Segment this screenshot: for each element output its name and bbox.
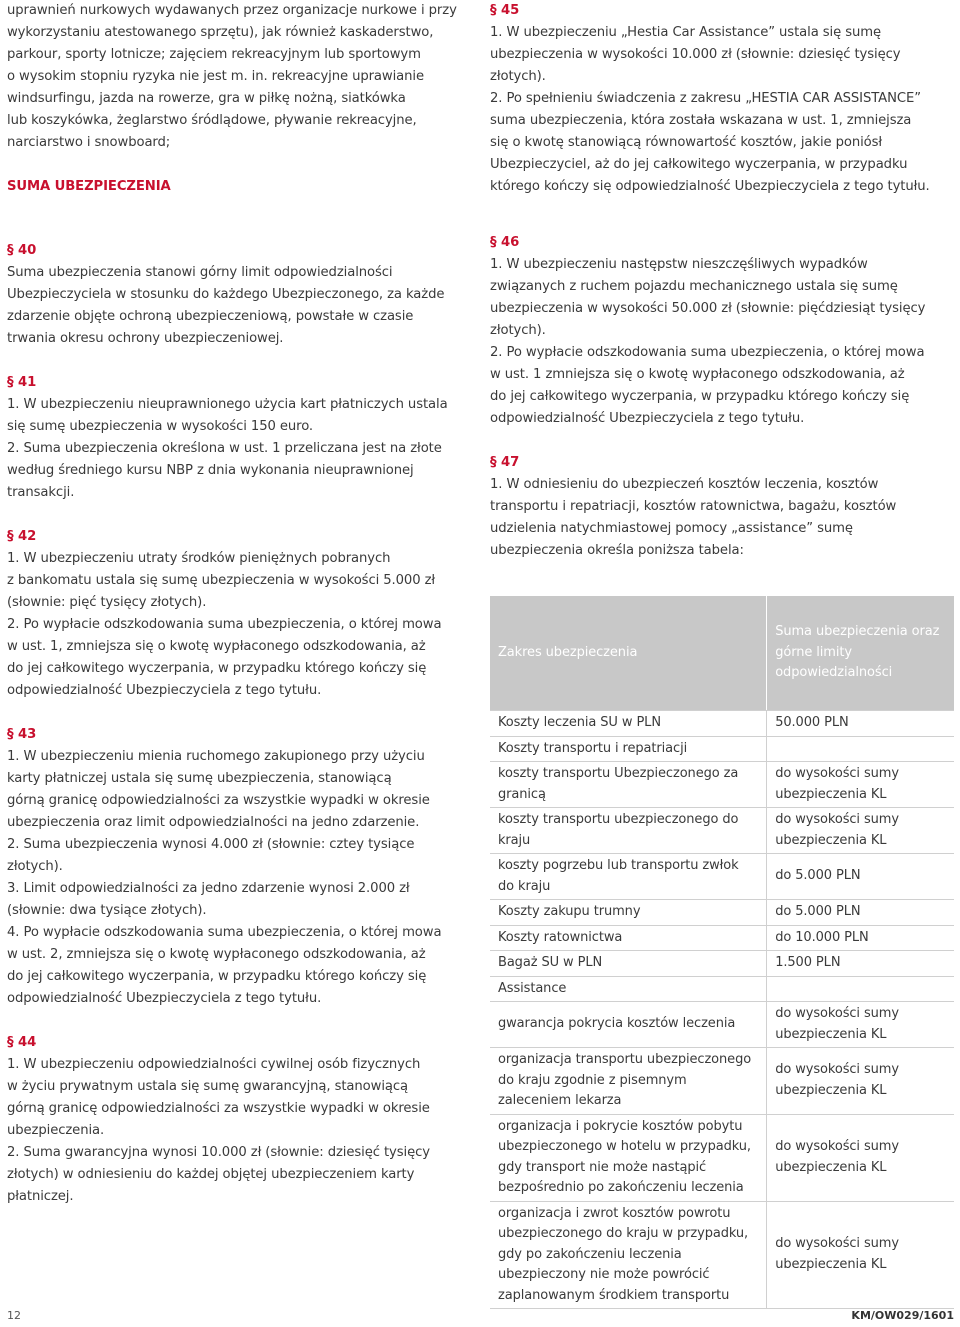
table-row [490, 900, 954, 926]
right-column [490, 0, 955, 1309]
text-line: 1. W odniesieniu do ubezpieczeń kosztów leczenia, kosztów [490, 477, 879, 492]
table-cell-limit: do wysokości sumy ubezpieczenia KL [767, 1201, 954, 1309]
text-line: 3. Limit odpowiedzialności za jedno zdarzenie wynosi 2.000 zł [7, 881, 410, 896]
text-line: karty płatniczej ustala się sumę ubezpieczenia, stanowiącą [7, 771, 392, 786]
text-line: Suma ubezpieczenia stanowi górny limit odpowiedzialności [7, 265, 393, 280]
table-row [490, 925, 954, 951]
table-cell-limit: do 10.000 PLN [767, 925, 954, 951]
text-line: odpowiedzialność Ubezpieczyciela z tego tytułu. [490, 411, 805, 426]
text-line: się o kwotę stanowiącą równowartość kosztów, jakie poniósł [490, 135, 883, 150]
paragraph-40 [7, 240, 472, 350]
text-line: w ust. 2, zmniejsza się o kwotę wypłaconego odszkodowania, aż [7, 947, 426, 962]
text-line: w życiu prywatnym ustala się sumę gwarancyjną, stanowiącą [7, 1079, 408, 1094]
text-line: ubezpieczenia oraz limit odpowiedzialności na jedno zdarzenie. [7, 815, 420, 830]
section-number: § 47 [490, 455, 520, 470]
text-line: wykorzystaniu atestowanego sprzętu), jak również kaskaderstwo, [7, 25, 434, 40]
document-code: KM/OW029/1601 [851, 1309, 954, 1322]
paragraph-45 [490, 0, 955, 198]
text-line: 1. W ubezpieczeniu mienia ruchomego zakupionego przy użyciu [7, 749, 425, 764]
paragraph-44 [7, 1032, 472, 1208]
table-cell-limit: 1.500 PLN [767, 951, 954, 977]
section-heading: SUMA UBEZPIECZENIA [7, 179, 171, 194]
sum-insured-table [490, 596, 954, 1309]
text-line: 2. Po wypłacie odszkodowania suma ubezpieczenia, o której mowa [7, 617, 442, 632]
table-row [490, 711, 954, 737]
paragraph-47 [490, 452, 955, 562]
table-cell-scope: Bagaż SU w PLN [490, 951, 767, 977]
text-line: ubezpieczenia. [7, 1123, 105, 1138]
text-line: się sumę ubezpieczenia w wysokości 150 euro. [7, 419, 314, 434]
table-header-row [490, 596, 954, 711]
table-row [490, 736, 954, 762]
text-line: Ubezpieczyciel, aż do jej całkowitego wyczerpania, w przypadku [490, 157, 908, 172]
text-line: do jej całkowitego wyczerpania, w przypadku którego kończy się [7, 969, 427, 984]
text-line: o wysokim stopniu ryzyka nie jest m. in. rekreacyjne uprawianie [7, 69, 424, 84]
text-line: złotych). [490, 69, 546, 84]
text-line: 2. Po wypłacie odszkodowania suma ubezpieczenia, o której mowa [490, 345, 925, 360]
text-line: Ubezpieczyciela w stosunku do każdego Ubezpieczonego, za każde [7, 287, 445, 302]
text-line: 2. Suma ubezpieczenia określona w ust. 1 przeliczana jest na złote [7, 441, 442, 456]
section-number: § 44 [7, 1035, 37, 1050]
table-cell-scope: Assistance [490, 976, 767, 1002]
section-number: § 45 [490, 3, 520, 18]
table-cell-scope: organizacja i pokrycie kosztów pobytu ubezpieczonego w hotelu w przypadku, gdy transport nie może nastąpić bezpośrednio po zakończeniu leczenia [490, 1114, 767, 1201]
text-line: 1. W ubezpieczeniu utraty środków pieniężnych pobranych [7, 551, 391, 566]
text-line: (słownie: dwa tysiące złotych). [7, 903, 207, 918]
text-line: górną granicę odpowiedzialności za wszystkie wypadki w okresie [7, 1101, 430, 1116]
table-cell-limit [767, 976, 954, 1002]
text-line: narciarstwo i snowboard; [7, 135, 171, 150]
text-line: transportu i repatriacji, kosztów ratownictwa, bagażu, kosztów [490, 499, 897, 514]
table-cell-limit: do wysokości sumy ubezpieczenia KL [767, 1048, 954, 1115]
text-line: 2. Suma ubezpieczenia wynosi 4.000 zł (słownie: cztey tysiące [7, 837, 415, 852]
section-number: § 41 [7, 375, 37, 390]
text-line: 1. W ubezpieczeniu następstw nieszczęśliwych wypadków [490, 257, 868, 272]
text-line: złotych). [490, 323, 546, 338]
table-row [490, 976, 954, 1002]
intro-paragraph [7, 0, 472, 154]
text-line: płatniczej. [7, 1189, 74, 1204]
text-line: suma ubezpieczenia, która została wskazana w ust. 1, zmniejsza [490, 113, 912, 128]
text-line: odpowiedzialność Ubezpieczyciela z tego tytułu. [7, 683, 322, 698]
table-cell-limit: do wysokości sumy ubezpieczenia KL [767, 1114, 954, 1201]
table-cell-scope: gwarancja pokrycia kosztów leczenia [490, 1002, 767, 1048]
text-line: 4. Po wypłacie odszkodowania suma ubezpieczenia, o której mowa [7, 925, 442, 940]
section-number: § 43 [7, 727, 37, 742]
table-cell-limit: 50.000 PLN [767, 711, 954, 737]
text-line: windsurfingu, jazda na rowerze, gra w piłkę nożną, siatkówka [7, 91, 406, 106]
table-cell-limit: do wysokości sumy ubezpieczenia KL [767, 808, 954, 854]
text-line: w ust. 1 zmniejsza się o kwotę wypłaconego odszkodowania, aż [490, 367, 905, 382]
table-cell-scope: koszty transportu ubezpieczonego do kraju [490, 808, 767, 854]
text-line: górną granicę odpowiedzialności za wszystkie wypadki w okresie [7, 793, 430, 808]
text-line: którego kończy się odpowiedzialność Ubezpieczyciela z tego tytułu. [490, 179, 930, 194]
text-line: odpowiedzialność Ubezpieczyciela z tego tytułu. [7, 991, 322, 1006]
text-line: 2. Po spełnieniu świadczenia z zakresu „HESTIA CAR ASSISTANCE” [490, 91, 921, 106]
text-line: trwania okresu ochrony ubezpieczeniowej. [7, 331, 284, 346]
text-line: złotych). [7, 859, 63, 874]
text-line: uprawnień nurkowych wydawanych przez organizacje nurkowe i przy [7, 3, 457, 18]
table-row [490, 1114, 954, 1201]
table-cell-limit: do wysokości sumy ubezpieczenia KL [767, 762, 954, 808]
table-row [490, 1048, 954, 1115]
table-cell-scope: koszty pogrzebu lub transportu zwłok do kraju [490, 854, 767, 900]
table-cell-limit: do wysokości sumy ubezpieczenia KL [767, 1002, 954, 1048]
text-line: do jej całkowitego wyczerpania, w przypadku którego kończy się [7, 661, 427, 676]
table-row [490, 762, 954, 808]
table-cell-scope: Koszty zakupu trumny [490, 900, 767, 926]
table-cell-limit [767, 736, 954, 762]
text-line: 1. W ubezpieczeniu odpowiedzialności cywilnej osób fizycznych [7, 1057, 421, 1072]
paragraph-41 [7, 372, 472, 504]
table-cell-scope: organizacja i zwrot kosztów powrotu ubezpieczonego do kraju w przypadku, gdy po zakończeniu leczenia ubezpieczony nie może powrócić zaplanowanym środkiem transportu [490, 1201, 767, 1309]
text-line: 2. Suma gwarancyjna wynosi 10.000 zł (słownie: dziesięć tysięcy [7, 1145, 430, 1160]
text-line: z bankomatu ustala się sumę ubezpieczenia w wysokości 5.000 zł [7, 573, 436, 588]
table-row [490, 1201, 954, 1309]
paragraph-42 [7, 526, 472, 702]
text-line: według średniego kursu NBP z dnia wykonania nieuprawnionej [7, 463, 414, 478]
table-cell-scope: Koszty leczenia SU w PLN [490, 711, 767, 737]
text-line: ubezpieczenia w wysokości 50.000 zł (słownie: pięćdziesiąt tysięcy [490, 301, 926, 316]
table-cell-limit: do 5.000 PLN [767, 900, 954, 926]
table-cell-scope: organizacja transportu ubezpieczonego do kraju zgodnie z pisemnym zaleceniem lekarza [490, 1048, 767, 1115]
paragraph-43 [7, 724, 472, 1010]
text-line: ubezpieczenia w wysokości 10.000 zł (słownie: dziesięć tysięcy [490, 47, 901, 62]
text-line: 1. W ubezpieczeniu nieuprawnionego użycia kart płatniczych ustala [7, 397, 448, 412]
text-line: w ust. 1, zmniejsza się o kwotę wypłaconego odszkodowania, aż [7, 639, 426, 654]
text-line: związanych z ruchem pojazdu mechanicznego ustala się sumę [490, 279, 898, 294]
left-column [7, 0, 472, 1208]
text-line: udzielenia natychmiastowej pomocy „assistance” sumę [490, 521, 853, 536]
text-line: złotych) w odniesieniu do każdej objętej ubezpieczeniem karty [7, 1167, 415, 1182]
table-row [490, 854, 954, 900]
text-line: lub koszykówka, żeglarstwo śródlądowe, pływanie rekreacyjne, [7, 113, 417, 128]
table-cell-scope: koszty transportu Ubezpieczonego za granicą [490, 762, 767, 808]
text-line: 1. W ubezpieczeniu „Hestia Car Assistance” ustala się sumę [490, 25, 881, 40]
table-row [490, 1002, 954, 1048]
table-cell-limit: do 5.000 PLN [767, 854, 954, 900]
text-line: do jej całkowitego wyczerpania, w przypadku którego kończy się [490, 389, 910, 404]
paragraph-46 [490, 232, 955, 430]
table-row [490, 951, 954, 977]
table-cell-scope: Koszty transportu i repatriacji [490, 736, 767, 762]
text-line: transakcji. [7, 485, 75, 500]
text-line: parkour, sporty lotnicze; zajęciem rekreacyjnym lub sportowym [7, 47, 421, 62]
table-header-limits: Suma ubezpieczenia oraz górne limity odpowiedzialności [767, 596, 954, 711]
section-number: § 42 [7, 529, 37, 544]
table-header-scope: Zakres ubezpieczenia [490, 596, 767, 711]
text-line: (słownie: pięć tysięcy złotych). [7, 595, 207, 610]
section-number: § 40 [7, 243, 37, 258]
table-cell-scope: Koszty ratownictwa [490, 925, 767, 951]
table-row [490, 808, 954, 854]
section-number: § 46 [490, 235, 520, 250]
text-line: ubezpieczenia określa poniższa tabela: [490, 543, 744, 558]
text-line: zdarzenie objęte ochroną ubezpieczeniową, powstałe w czasie [7, 309, 414, 324]
page-number: 12 [7, 1309, 21, 1322]
